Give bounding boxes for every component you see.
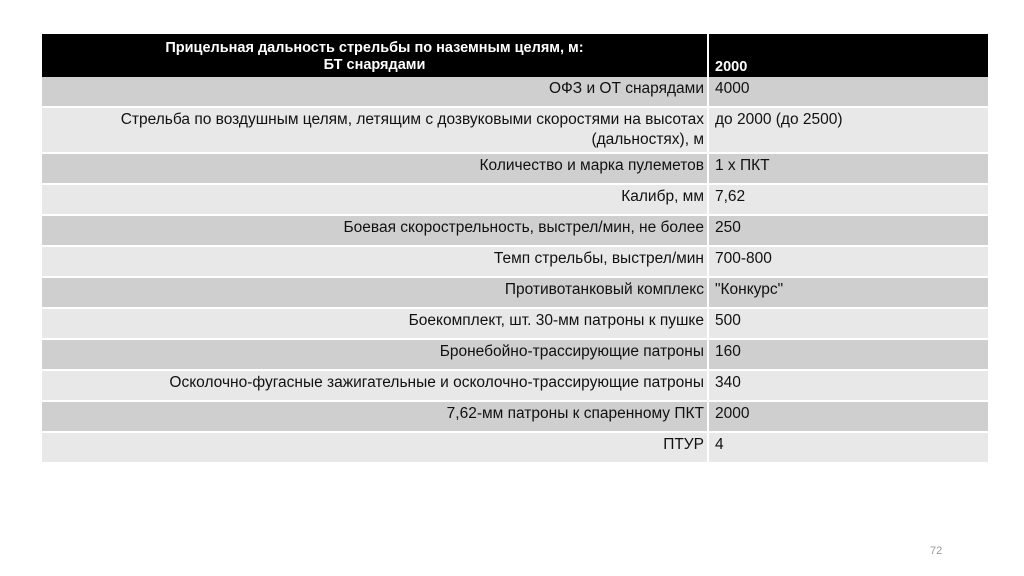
- row-label: Количество и марка пулеметов: [42, 153, 708, 184]
- row-value: 4000: [708, 77, 988, 107]
- row-value: 1 х ПКТ: [708, 153, 988, 184]
- table-row: [42, 77, 988, 107]
- table-row: [42, 308, 988, 339]
- row-value: 250: [708, 215, 988, 246]
- header-label-line1: Прицельная дальность стрельбы по наземным целям, м:: [165, 40, 584, 56]
- row-label: Противотанковый комплекс: [42, 277, 708, 308]
- row-label: Темп стрельбы, выстрел/мин: [42, 246, 708, 277]
- row-label: Бронебойно-трассирующие патроны: [42, 339, 708, 370]
- row-label: Осколочно-фугасные зажигательные и осколочно-трассирующие патроны: [42, 370, 708, 401]
- row-value: 700-800: [708, 246, 988, 277]
- row-value: "Конкурс": [708, 277, 988, 308]
- header-value-cell: 2000: [708, 34, 988, 77]
- table-row: [42, 339, 988, 370]
- row-label: Калибр, мм: [42, 184, 708, 215]
- row-label: 7,62-мм патроны к спаренному ПКТ: [42, 401, 708, 432]
- table-row: [42, 401, 988, 432]
- row-label: Боевая скорострельность, выстрел/мин, не более: [42, 215, 708, 246]
- table-row: [42, 432, 988, 463]
- row-value: 160: [708, 339, 988, 370]
- row-value: до 2000 (до 2500): [708, 107, 988, 153]
- table-row: [42, 107, 988, 153]
- row-label: ПТУР: [42, 432, 708, 463]
- table-row: [42, 277, 988, 308]
- row-value: 7,62: [708, 184, 988, 215]
- specifications-table: [42, 34, 988, 464]
- table-row: [42, 246, 988, 277]
- table-row: [42, 153, 988, 184]
- table-header-row: [42, 34, 988, 77]
- row-value: 500: [708, 308, 988, 339]
- page-number: 72: [930, 545, 943, 557]
- table-row: [42, 184, 988, 215]
- row-label: Боекомплект, шт. 30-мм патроны к пушке: [42, 308, 708, 339]
- table-row: [42, 215, 988, 246]
- table-row: [42, 370, 988, 401]
- row-value: 4: [708, 432, 988, 463]
- header-label-line2: БТ снарядами: [323, 57, 426, 73]
- header-label-cell: [42, 34, 708, 77]
- row-label: ОФЗ и ОТ снарядами: [42, 77, 708, 107]
- row-value: 340: [708, 370, 988, 401]
- row-value: 2000: [708, 401, 988, 432]
- row-label: Стрельба по воздушным целям, летящим с дозвуковыми скоростями на высотах (дальностях), м: [42, 107, 708, 153]
